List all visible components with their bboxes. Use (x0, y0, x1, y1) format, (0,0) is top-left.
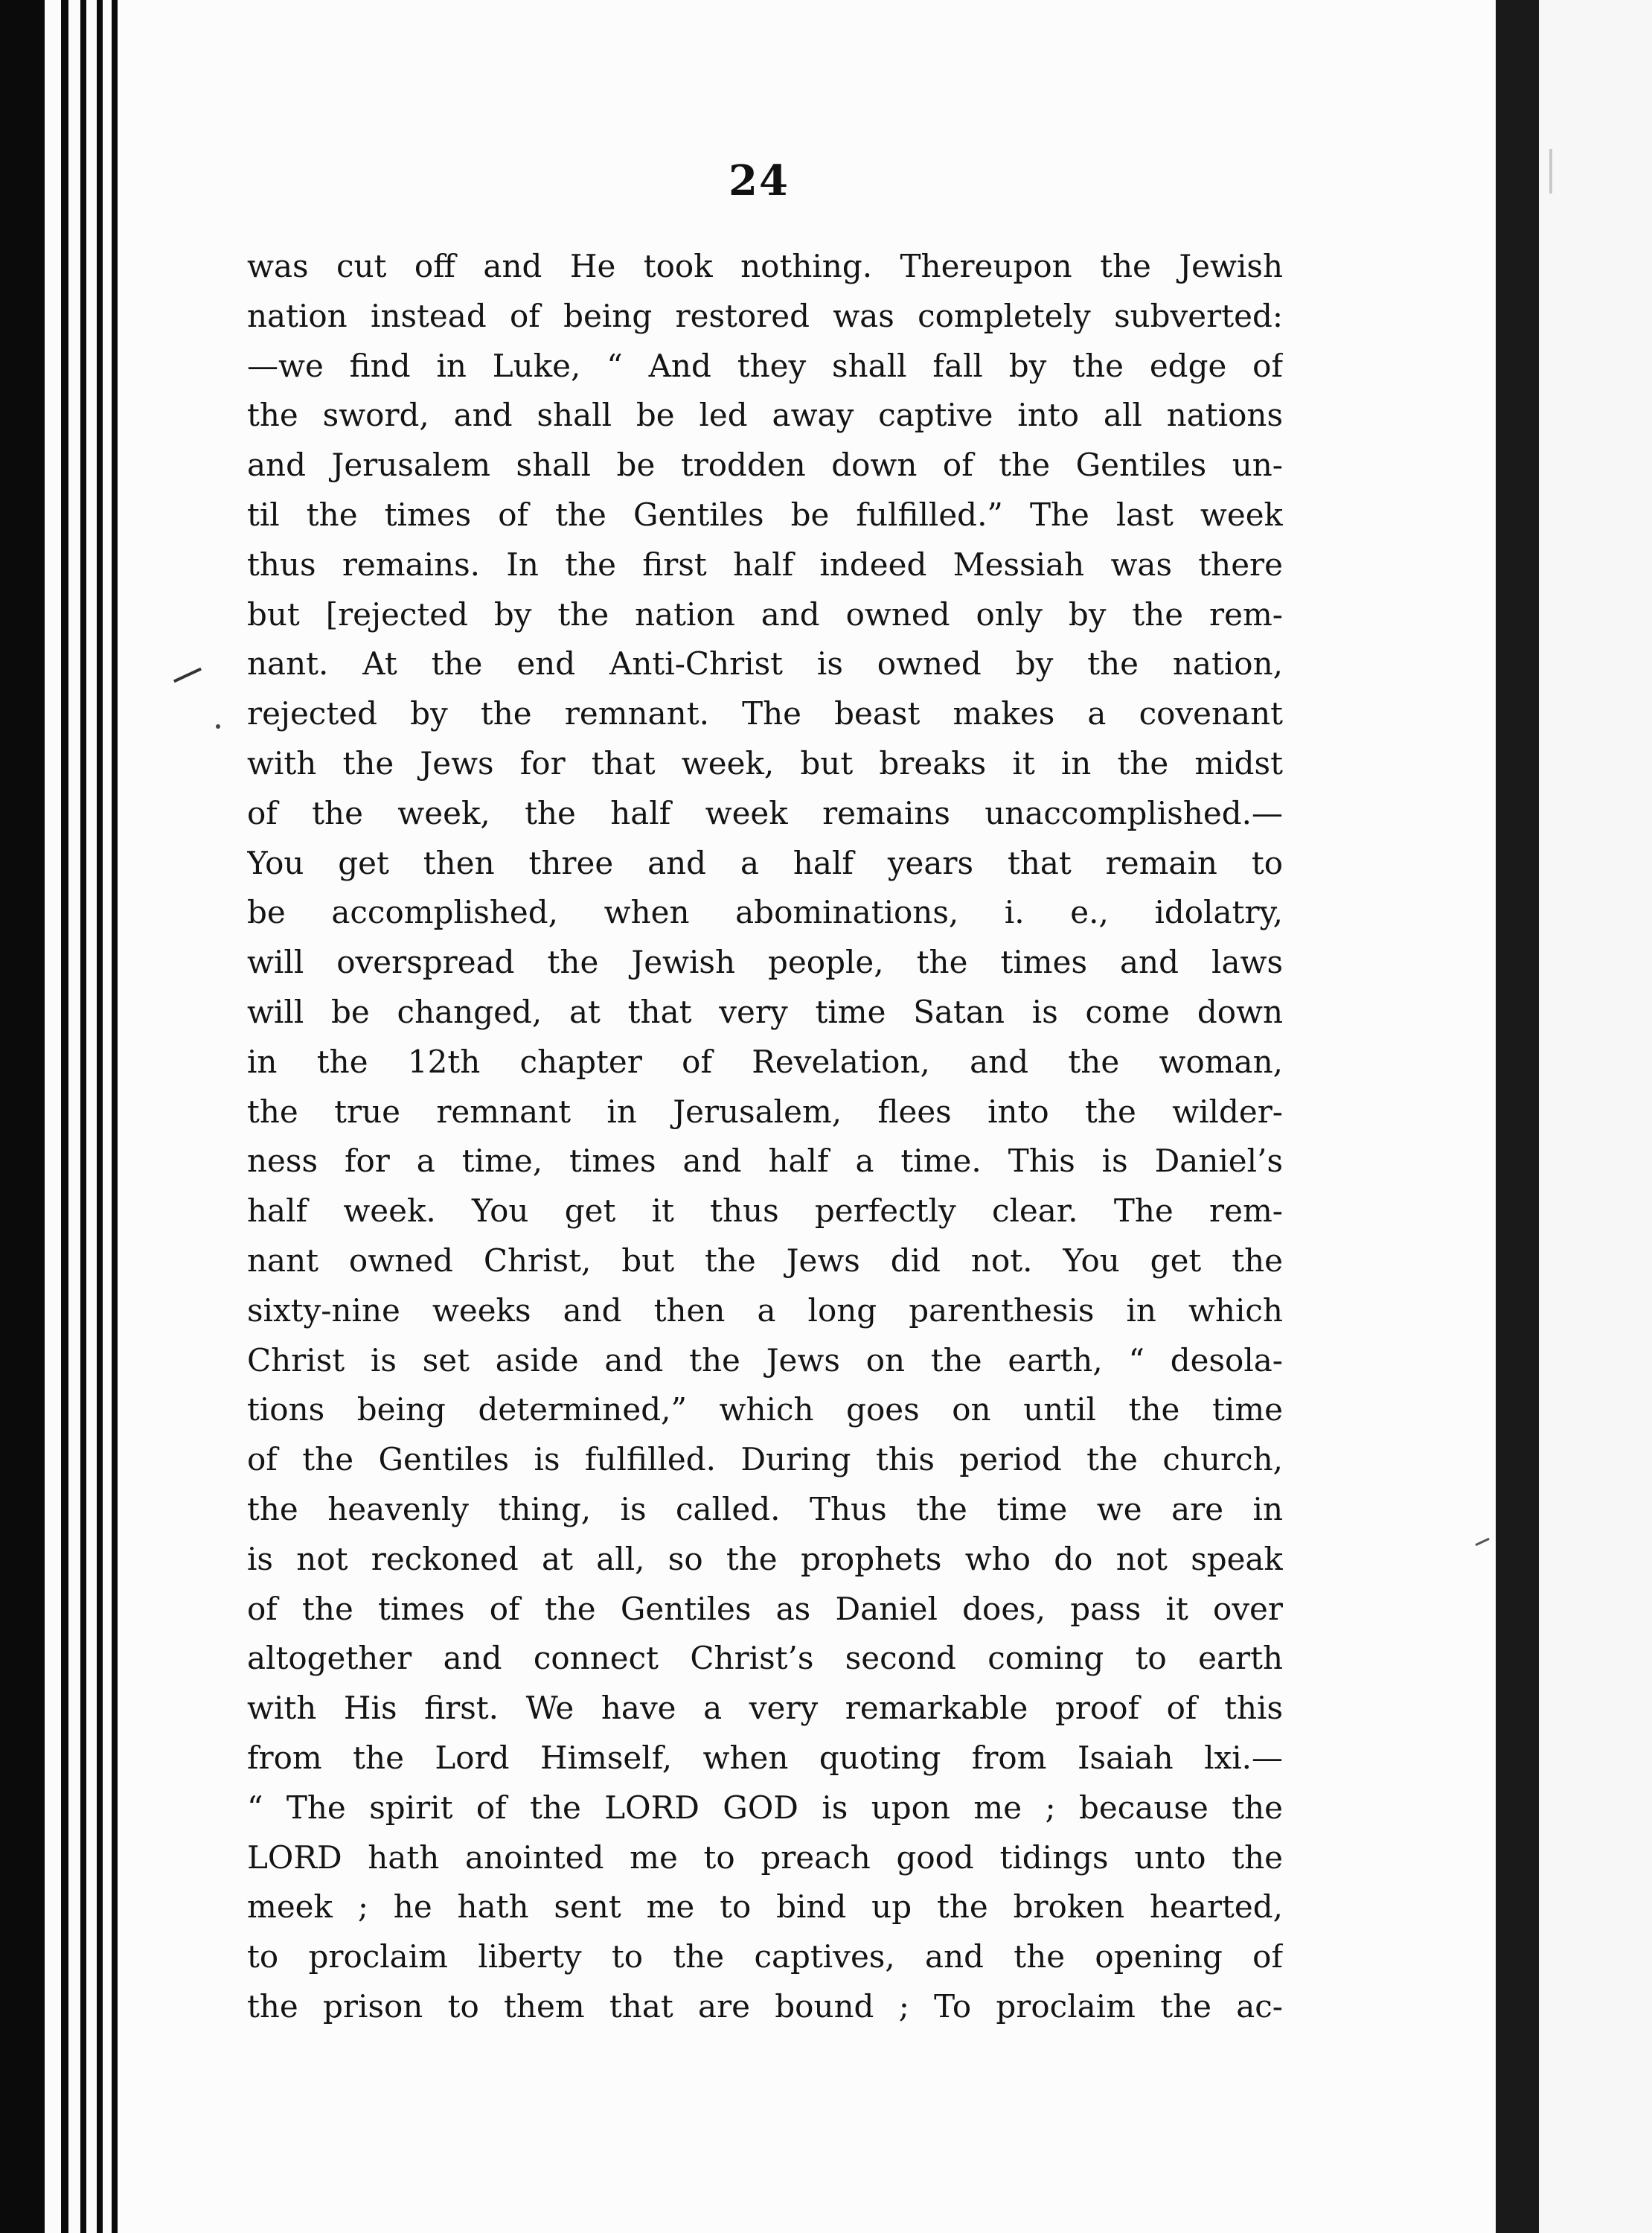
text-line: the true remnant in Jerusalem, flees into the wilder- (247, 1093, 1283, 1130)
text-line: Christ is set aside and the Jews on the earth, “ desola- (247, 1341, 1283, 1379)
page-edge (103, 0, 112, 2233)
text-line: will be changed, at that very time Satan is come down (247, 993, 1283, 1030)
text-line: the heavenly thing, is called. Thus the time we are in (247, 1490, 1283, 1527)
text-line: of the times of the Gentiles as Daniel does, pass it over (247, 1590, 1283, 1627)
text-line: nation instead of being restored was completely subverted: (247, 297, 1283, 334)
text-line: to proclaim liberty to the captives, and the opening of (247, 1938, 1283, 1975)
text-line: tions being determined,” which goes on until the time (247, 1391, 1283, 1428)
text-line: til the times of the Gentiles be fulfilled.” The last week (247, 496, 1283, 533)
text-line: but [rejected by the nation and owned only by the rem- (247, 595, 1283, 633)
text-line: the sword, and shall be led away captive into all nations (247, 397, 1283, 434)
text-line: from the Lord Himself, when quoting from Isaiah lxi.— (247, 1739, 1283, 1776)
text-line: half week. You get it thus perfectly clear. The rem- (247, 1192, 1283, 1230)
text-line: nant owned Christ, but the Jews did not. You get the (247, 1242, 1283, 1279)
text-line: with the Jews for that week, but breaks it in the midst (247, 744, 1283, 782)
text-line: You get then three and a half years that remain to (247, 844, 1283, 881)
adjacent-page (1539, 0, 1652, 2233)
page-edge (68, 0, 80, 2233)
page-edge (86, 0, 97, 2233)
text-line: LORD hath anointed me to preach good tidings unto the (247, 1839, 1283, 1876)
page-number: 24 (729, 156, 790, 205)
text-line: of the Gentiles is fulfilled. During this period the church, (247, 1441, 1283, 1478)
text-line: in the 12th chapter of Revelation, and the woman, (247, 1043, 1283, 1080)
page-body-text (247, 242, 1283, 2032)
text-line: and Jerusalem shall be trodden down of the Gentiles un- (247, 447, 1283, 484)
text-line: ness for a time, times and half a time. This is Daniel’s (247, 1143, 1283, 1180)
text-line: meek ; he hath sent me to bind up the broken hearted, (247, 1888, 1283, 1926)
text-line: thus remains. In the first half indeed Messiah was there (247, 546, 1283, 583)
text-line: rejected by the remnant. The beast makes a covenant (247, 695, 1283, 732)
text-line: of the week, the half week remains unaccomplished.— (247, 794, 1283, 831)
text-line: with His first. We have a very remarkable proof of this (247, 1690, 1283, 1727)
text-line: the prison to them that are bound ; To proclaim the ac- (247, 1987, 1283, 2025)
adjacent-page-mark (1549, 149, 1552, 194)
text-line: sixty-nine weeks and then a long parenthesis in which (247, 1291, 1283, 1329)
text-line: —we find in Luke, “ And they shall fall by the edge of (247, 347, 1283, 384)
text-line: was cut off and He took nothing. Thereupon the Jewish (247, 248, 1283, 284)
text-line: “ The spirit of the LORD GOD is upon me ; because the (247, 1789, 1283, 1826)
text-line: will overspread the Jewish people, the times and laws (247, 944, 1283, 981)
text-line: altogether and connect Christ’s second coming to earth (247, 1640, 1283, 1677)
margin-dot (216, 724, 220, 729)
text-line: nant. At the end Anti-Christ is owned by the nation, (247, 645, 1283, 683)
gutter-shadow (1496, 0, 1539, 2233)
text-line: is not reckoned at all, so the prophets who do not speak (247, 1540, 1283, 1577)
text-line: be accomplished, when abominations, i. e., idolatry, (247, 894, 1283, 931)
page-edge (45, 0, 61, 2233)
